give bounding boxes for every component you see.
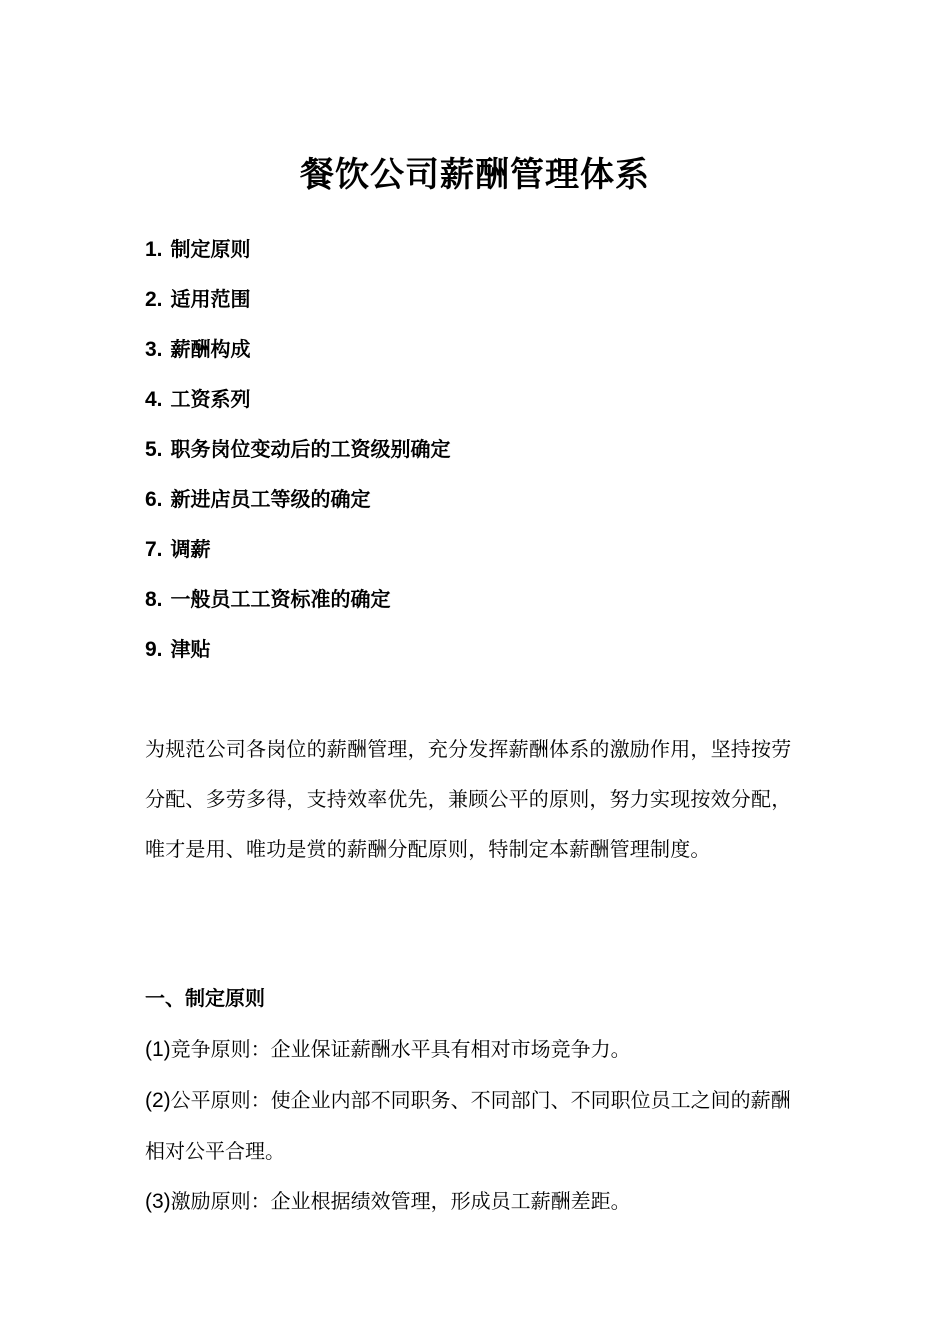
toc-item: [145, 431, 451, 481]
principle-item: [145, 1024, 810, 1075]
toc-item-number: 7.: [145, 538, 163, 561]
section-heading: 一、制定原则: [145, 986, 265, 1010]
toc-item-number: 3.: [145, 338, 163, 361]
toc-item-number: 1.: [145, 238, 163, 261]
toc-item: [145, 231, 451, 281]
document-title: 餐饮公司薪酬管理体系: [300, 154, 650, 195]
toc-item-label: 职务岗位变动后的工资级别确定: [170, 437, 451, 461]
toc-item: [145, 381, 451, 431]
toc-item-label: 调薪: [170, 537, 211, 561]
toc-item: [145, 481, 451, 531]
principle-number: (3): [145, 1190, 171, 1213]
toc-item-label: 制定原则: [170, 237, 251, 261]
principle-text: 公平原则：使企业内部不同职务、不同部门、不同职位员工之间的薪酬相对公平合理。: [145, 1088, 791, 1163]
principle-item: [145, 1176, 810, 1227]
principle-item: [145, 1075, 810, 1176]
toc-item-number: 5.: [145, 438, 163, 461]
toc-item-number: 2.: [145, 288, 163, 311]
toc-item-label: 工资系列: [170, 387, 251, 411]
toc-item-label: 薪酬构成: [170, 337, 251, 361]
principle-number: (1): [145, 1038, 171, 1061]
toc-item-label: 适用范围: [170, 287, 251, 311]
table-of-contents: [145, 231, 451, 681]
toc-item-label: 一般员工工资标准的确定: [170, 587, 391, 611]
toc-item-number: 9.: [145, 638, 163, 661]
principles-list: [145, 1024, 810, 1227]
toc-item-number: 4.: [145, 388, 163, 411]
toc-item: [145, 581, 451, 631]
toc-item: [145, 631, 451, 681]
toc-item: [145, 331, 451, 381]
toc-item-label: 津贴: [170, 637, 211, 661]
principle-number: (2): [145, 1089, 171, 1112]
toc-item: [145, 281, 451, 331]
principle-text: 竞争原则：企业保证薪酬水平具有相对市场竞争力。: [170, 1037, 631, 1061]
toc-item: [145, 531, 451, 581]
intro-paragraph: 为规范公司各岗位的薪酬管理，充分发挥薪酬体系的激励作用，坚持按劳分配、多劳多得，支持效率优先，兼顾公平的原则，努力实现按效分配，唯才是用、唯功是赏的薪酬分配原则，特制定本薪酬管理制度。: [145, 737, 792, 861]
toc-item-number: 6.: [145, 488, 163, 511]
toc-item-number: 8.: [145, 588, 163, 611]
toc-item-label: 新进店员工等级的确定: [170, 487, 371, 511]
principle-text: 激励原则：企业根据绩效管理，形成员工薪酬差距。: [170, 1189, 631, 1213]
